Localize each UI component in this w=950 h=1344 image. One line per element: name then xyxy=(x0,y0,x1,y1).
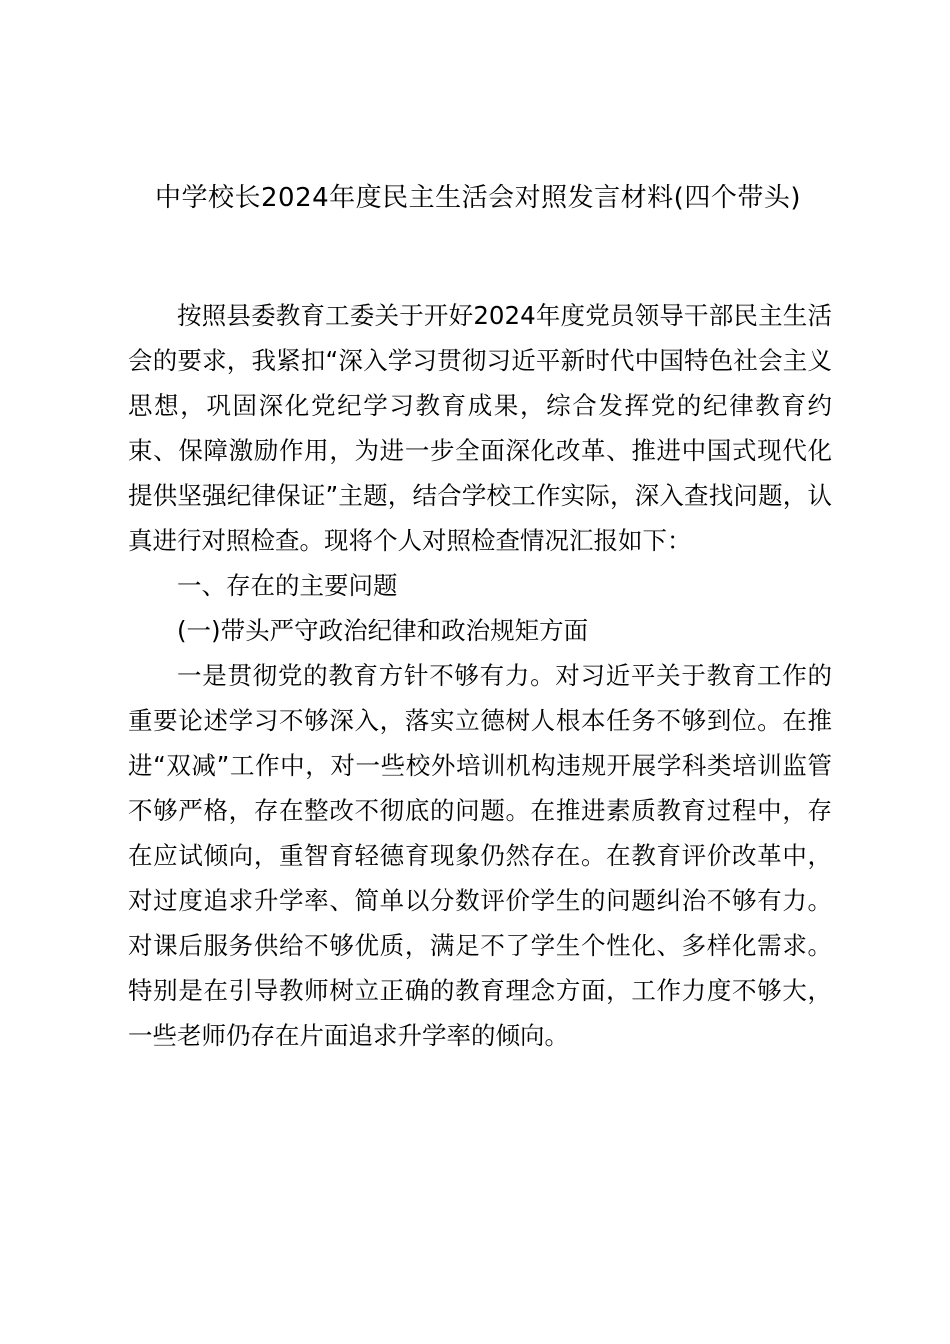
intro-paragraph: 按照县委教育工委关于开好2024年度党员领导干部民主生活会的要求，我紧扣“深入学习贯彻习近平新时代中国特色社会主义思想，巩固深化党纪学习教育成果，综合发挥党的纪律教育约束、保障激励作用，为进一步全面深化改革、推进中国式现代化提供坚强纪律保证”主题，结合学校工作实际，深入查找问题，认真进行对照检查。现将个人对照检查情况汇报如下： xyxy=(128,301,832,555)
subsection-heading: (一)带头严守政治纪律和政治规矩方面 xyxy=(177,616,589,645)
document-body xyxy=(128,293,832,1058)
document-title: 中学校长2024年度民主生活会对照发言材料(四个带头) xyxy=(155,183,801,213)
section-heading: 一、存在的主要问题 xyxy=(177,571,398,600)
body-paragraph: 一是贯彻党的教育方针不够有力。对习近平关于教育工作的重要论述学习不够深入，落实立德树人根本任务不够到位。在推进“双减”工作中，对一些校外培训机构违规开展学科类培训监管不够严格，存在整改不彻底的问题。在推进素质教育过程中，存在应试倾向，重智育轻德育现象仍然存在。在教育评价改革中，对过度追求升学率、简单以分数评价学生的问题纠治不够有力。对课后服务供给不够优质，满足不了学生个性化、多样化需求。特别是在引导教师树立正确的教育理念方面，工作力度不够大，一些老师仍存在片面追求升学率的倾向。 xyxy=(128,661,832,1050)
